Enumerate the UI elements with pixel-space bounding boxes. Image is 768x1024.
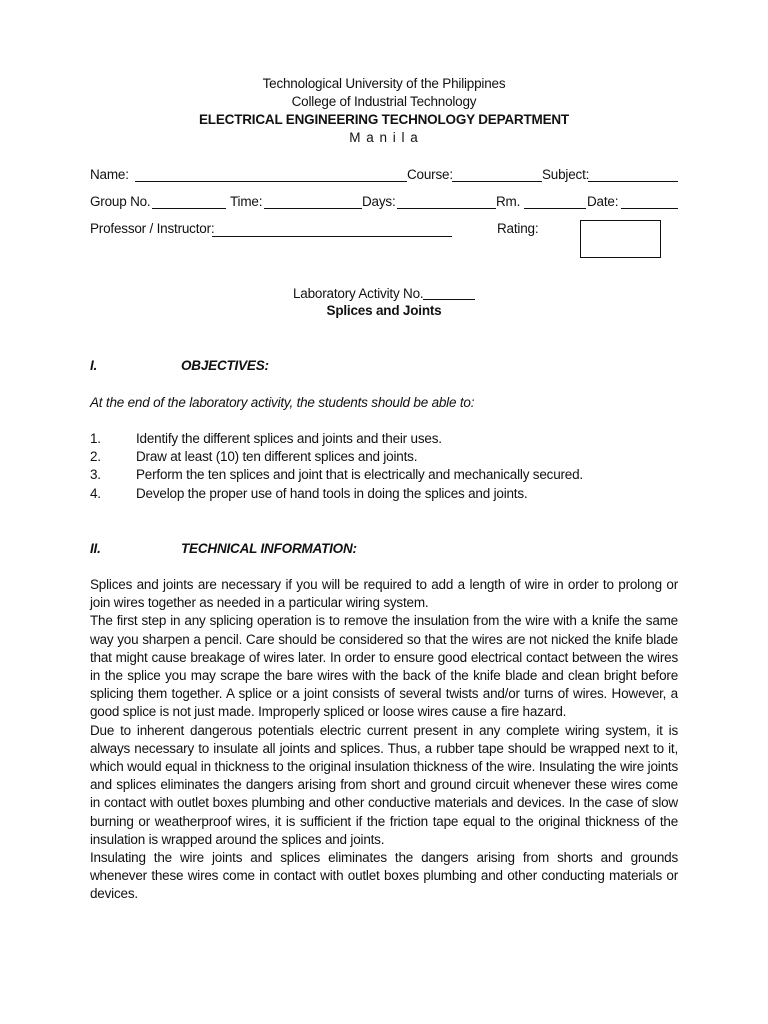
list-item-number: 4. [90, 486, 101, 501]
course-label: Course: [407, 167, 453, 182]
professor-field-line[interactable] [212, 236, 452, 237]
objectives-intro: At the end of the laboratory activity, the students should be able to: [90, 395, 475, 410]
list-item-text: Perform the ten splices and joint that is electrically and mechanically secured. [136, 467, 583, 482]
course-field-line[interactable] [452, 181, 542, 182]
group-field-line[interactable] [152, 208, 226, 209]
paragraph: Due to inherent dangerous potentials electric current present in any complete wiring system, it is always necessary to insulate all joints and splices. Thus, a rubber tape should be wrapped next to it, which would equal in thickness to the original insulation thickness of the wire. Insulating the wire joints and splices eliminates the dangers arising from short and ground circuit whenever these wires come in contact with outlet boxes plumbing and other conductive materials and devices. In the case of slow burning or weatherproof wires, it is sufficient if the friction tape equal to the original thickness of the insulation is wrapped around the splices and joints. [90, 722, 678, 847]
college-name: College of Industrial Technology [291, 94, 477, 109]
section2-heading: TECHNICAL INFORMATION: [181, 541, 357, 556]
paragraph: Splices and joints are necessary if you will be required to add a length of wire in order to prolong or join wires together as needed in a particular wiring system. [90, 577, 678, 611]
activity-title: Splices and Joints [326, 303, 442, 318]
date-label: Date: [587, 194, 619, 209]
rm-field-line[interactable] [524, 208, 586, 209]
name-field-line[interactable] [135, 181, 407, 182]
group-label: Group No. [90, 194, 151, 209]
list-item-number: 1. [90, 431, 101, 446]
university-name: Technological University of the Philippines [262, 76, 506, 91]
list-item-text: Draw at least (10) ten different splices and joints. [136, 449, 418, 464]
section1-heading: OBJECTIVES: [181, 358, 269, 373]
city-name: M a n i l a [349, 130, 419, 145]
list-item-text: Identify the different splices and joints and their uses. [136, 431, 442, 446]
subject-field-line[interactable] [588, 181, 678, 182]
days-field-line[interactable] [397, 208, 496, 209]
date-field-line[interactable] [621, 208, 678, 209]
activity-label: Laboratory Activity No. [293, 286, 424, 301]
section1-number: I. [90, 358, 98, 373]
professor-label: Professor / Instructor: [90, 221, 215, 236]
activity-number-line[interactable] [423, 299, 475, 300]
list-item-number: 3. [90, 467, 101, 482]
time-field-line[interactable] [264, 208, 362, 209]
list-item-text: Develop the proper use of hand tools in doing the splices and joints. [136, 486, 528, 501]
list-item-number: 2. [90, 449, 101, 464]
time-label: Time: [230, 194, 263, 209]
rm-label: Rm. [496, 194, 521, 209]
technical-information-body [90, 576, 678, 904]
paragraph: Insulating the wire joints and splices eliminates the dangers arising from shorts and grounds whenever these wires come in contact with outlet boxes plumbing and other conducting materials or devices. [90, 850, 678, 902]
section2-number: II. [90, 541, 101, 556]
name-label: Name: [90, 167, 129, 182]
rating-box[interactable] [580, 220, 661, 258]
department-name: ELECTRICAL ENGINEERING TECHNOLOGY DEPARTMENT [199, 112, 569, 127]
rating-label: Rating: [497, 221, 539, 236]
subject-label: Subject: [542, 167, 590, 182]
days-label: Days: [362, 194, 396, 209]
paragraph: The first step in any splicing operation is to remove the insulation from the wire with a knife the same way you sharpen a pencil. Care should be considered so that the wires are not nicked the knife blade that might cause breakage of wires later. In order to ensure good electrical contact between the wires in the splice you may scrape the bare wires with the back of the knife blade and clean bright before splicing them together. A splice or a joint consists of several twists and/or turns of wires. However, a good splice is not just made. Improperly spliced or loose wires cause a fire hazard. [90, 613, 678, 720]
